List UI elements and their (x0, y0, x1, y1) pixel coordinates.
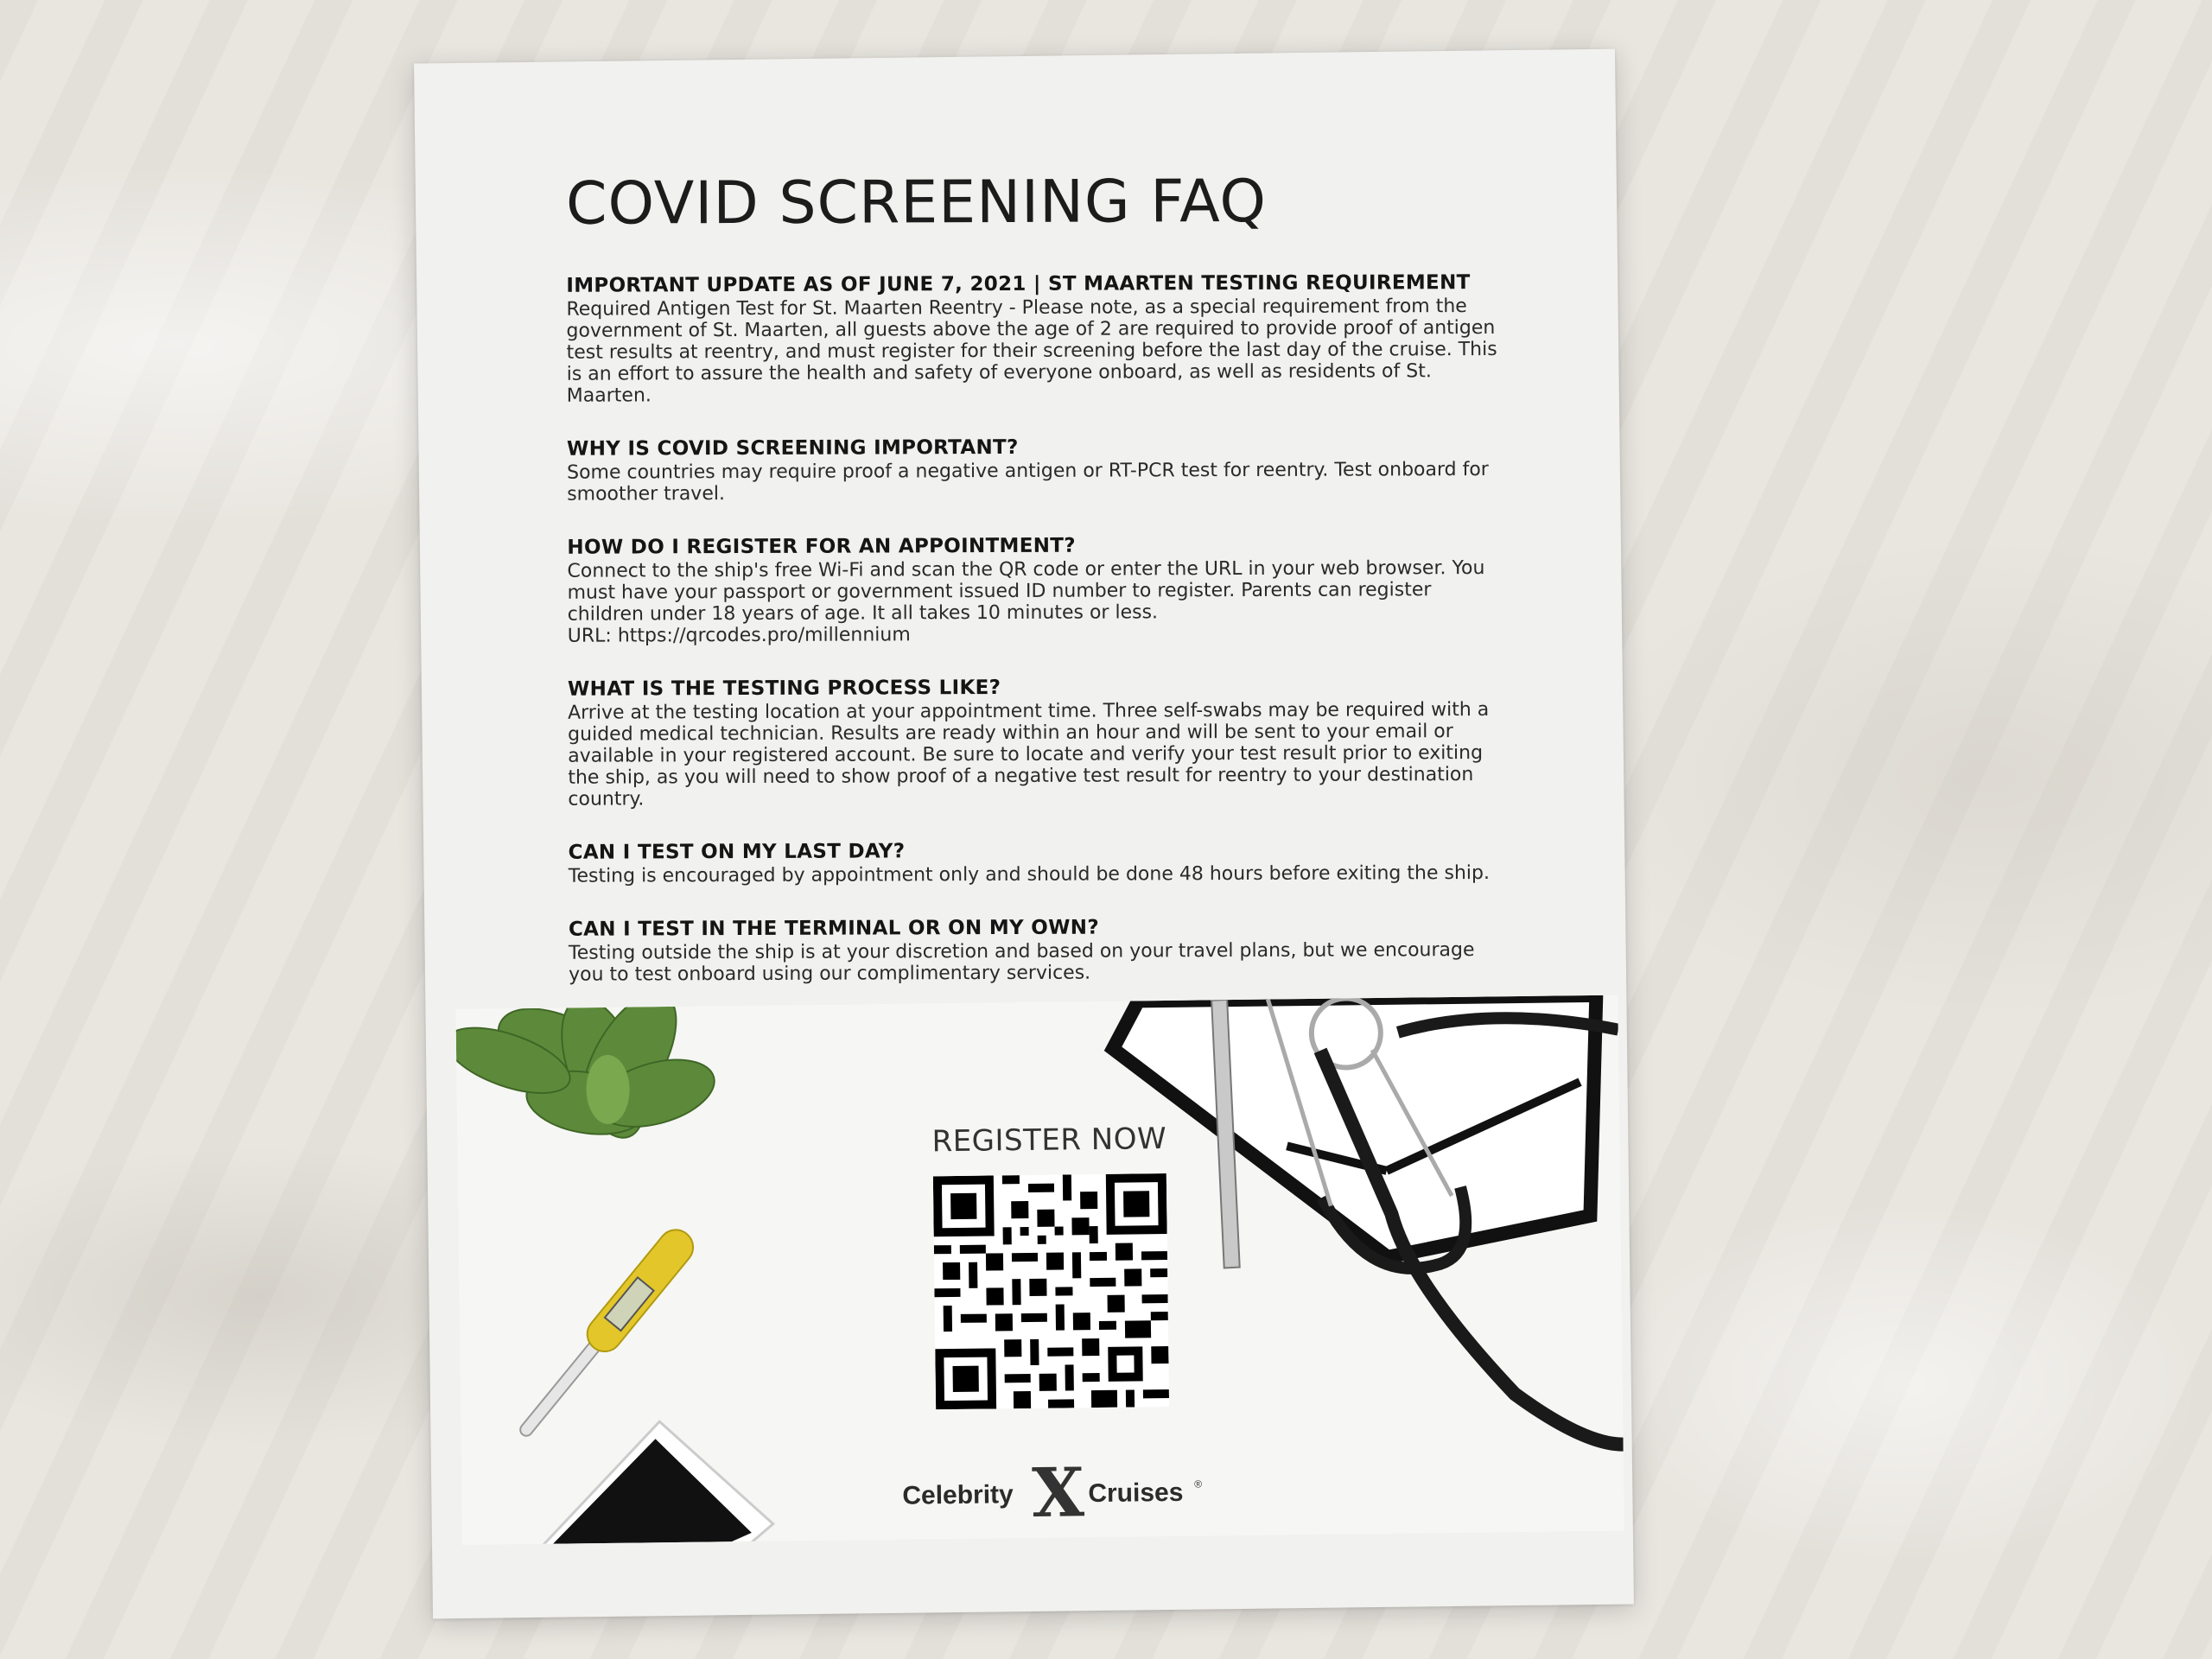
logo-left-word: Celebrity (902, 1480, 1014, 1510)
section-heading: WHAT IS THE TESTING PROCESS LIKE? (567, 676, 1001, 701)
qr-code-icon[interactable] (933, 1173, 1169, 1409)
celebrity-cruises-logo (902, 1453, 1214, 1533)
logo-right-word: Cruises (1088, 1478, 1184, 1509)
section-heading: WHY IS COVID SCREENING IMPORTANT? (566, 435, 1019, 461)
faq-section-process (568, 675, 1502, 810)
section-body: Testing outside the ship is at your discretion and based on your travel plans, but we encourage you to test onboard using our complimentary services. (568, 939, 1475, 986)
section-body: Required Antigen Test for St. Maarten Reentry - Please note, as a special requirement from the government of St. Maarten, all guests above the age of 2 are required to provide proof of antigen test results at reentry, and must register for their screening before the last day of the cruise. This is an effort to assure the health and safety of everyone onboard, as well as residents of St. Maarten. (566, 296, 1497, 407)
register-url: URL: https://qrcodes.pro/millennium (567, 624, 911, 647)
registered-mark: ® (1194, 1478, 1203, 1491)
faq-section-register (567, 533, 1500, 647)
section-heading: HOW DO I REGISTER FOR AN APPOINTMENT? (567, 534, 1076, 559)
section-body: Arrive at the testing location at your appointment time. Three self-swabs may be required with a guided medical technician. Results are ready within an hour and will be sent to your email or available in your registered account. Be sure to locate and verify your test result prior to exiting the ship, as you will need to show proof of a negative test result for reentry to your destination country. (568, 699, 1490, 810)
page-title: COVID SCREENING FAQ (565, 167, 1268, 238)
section-body: Some countries may require proof a negative antigen or RT-PCR test for reentry. Test onboard for smoother travel. (567, 458, 1489, 505)
section-body (567, 557, 1500, 647)
section-body-text: Connect to the ship's free Wi-Fi and scan the QR code or enter the URL in your web browser. You must have your passport or government issued ID number to register. Parents can register children under 18 years of age. It all takes 10 minutes or less. (567, 557, 1485, 626)
logo-x-mark: X (1031, 1453, 1085, 1533)
faq-section-terminal (569, 915, 1502, 986)
section-body: Testing is encouraged by appointment only and should be done 48 hours before exiting the ship. (568, 861, 1490, 887)
faq-section-importance (567, 435, 1500, 505)
flyer-content (566, 167, 1502, 1017)
faq-section-update (566, 271, 1500, 407)
register-now-label: REGISTER NOW (931, 1122, 1167, 1160)
faq-flyer (414, 49, 1634, 1619)
faq-section-last-day (569, 838, 1502, 887)
section-heading: IMPORTANT UPDATE AS OF JUNE 7, 2021 | ST MAARTEN TESTING REQUIREMENT (566, 271, 1471, 297)
section-heading: CAN I TEST ON MY LAST DAY? (568, 840, 906, 864)
medical-illustration (455, 995, 1624, 1545)
section-heading: CAN I TEST IN THE TERMINAL OR ON MY OWN? (568, 916, 1100, 941)
